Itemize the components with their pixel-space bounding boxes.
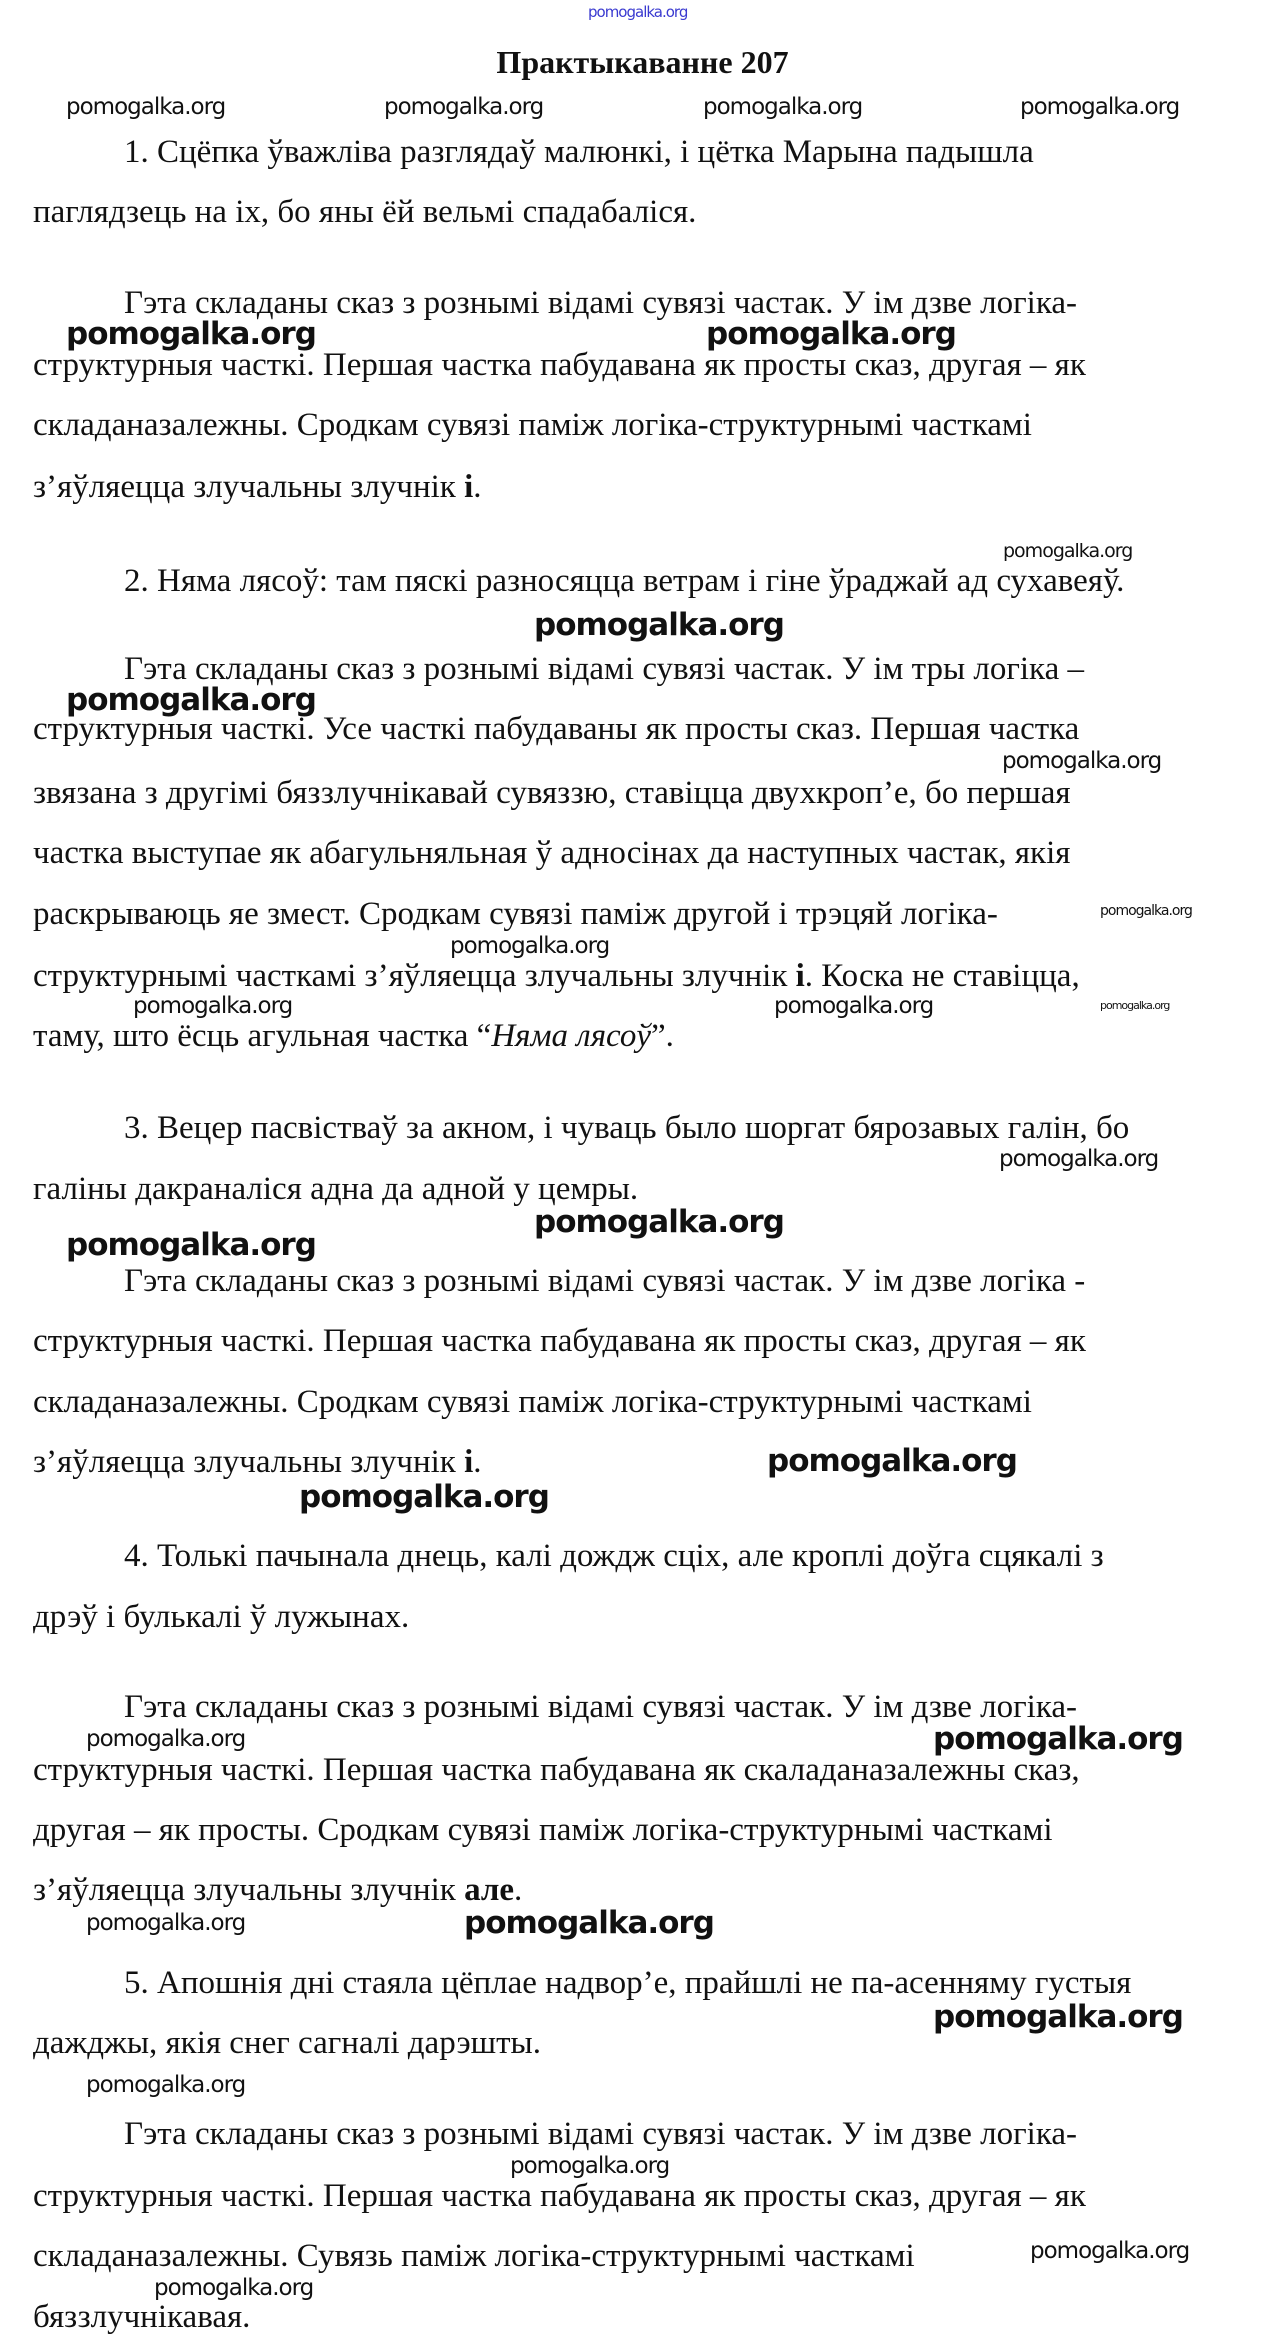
watermark: pomogalka.org [86, 2072, 246, 2098]
analysis-2-line: звязана з другімі бяззлучнікавай сувяззю, ставіцца двухкроп’е, бо першая [33, 775, 1071, 811]
watermark: pomogalka.org [1020, 94, 1180, 120]
quote: Няма лясоў [491, 1018, 652, 1054]
watermark: pomogalka.org [66, 316, 316, 352]
conjunction: і [464, 1444, 474, 1480]
watermark-top: pomogalka.org [588, 3, 688, 21]
text: з’яўляецца злучальны злучнік [33, 469, 465, 505]
watermark: pomogalka.org [86, 1726, 246, 1752]
watermark: pomogalka.org [450, 933, 610, 959]
sentence-4-line: 4. Толькі пачынала днець, калі дождж сціх, але кроплі доўга сцякалі з [124, 1538, 1104, 1574]
analysis-2-line: структурныя часткі. Усе часткі пабудаваны як просты сказ. Першая частка [33, 711, 1080, 747]
watermark: pomogalka.org [1002, 748, 1162, 774]
analysis-1-line: Гэта складаны сказ з рознымі відамі сувязі частак. У ім дзве логіка- [124, 285, 1077, 321]
watermark: pomogalka.org [1100, 903, 1192, 919]
watermark: pomogalka.org [66, 1227, 316, 1263]
sentence-2-line: 2. Няма лясоў: там пяскі разносяцца ветрам і гіне ўраджай ад сухавеяў. [124, 563, 1125, 599]
analysis-2-line [33, 1020, 674, 1053]
text: . [473, 469, 482, 505]
analysis-4-line: структурныя часткі. Першая частка пабудавана як скаладаназалежны сказ, [33, 1752, 1080, 1788]
sentence-4-line: дрэў і булькалі ў лужынах. [33, 1599, 410, 1635]
watermark: pomogalka.org [464, 1905, 714, 1941]
text: ”. [651, 1018, 674, 1054]
analysis-2-line: частка выступае як абагульняльная ў адносінах да наступных частак, якія [33, 835, 1071, 871]
watermark: pomogalka.org [384, 94, 544, 120]
sentence-1-line: 1. Сцёпка ўважліва разглядаў малюнкі, і цётка Марына падышла [124, 134, 1034, 170]
analysis-5-line: складаназалежны. Сувязь паміж логіка-структурнымі часткамі [33, 2238, 915, 2274]
analysis-1-line [33, 471, 481, 504]
text: . Коска не ставіцца, [804, 958, 1080, 994]
watermark: pomogalka.org [86, 1910, 246, 1936]
analysis-4-line: другая – як просты. Сродкам сувязі паміж логіка-структурнымі часткамі [33, 1812, 1053, 1848]
watermark: pomogalka.org [534, 607, 784, 643]
text: таму, што ёсць агульная частка “ [33, 1018, 492, 1054]
analysis-5-line: бяззлучнікавая. [33, 2299, 251, 2335]
sentence-1-line: паглядзець на іх, бо яны ёй вельмі спадабаліся. [33, 194, 697, 230]
analysis-3-line: складаназалежны. Сродкам сувязі паміж логіка-структурнымі часткамі [33, 1384, 1032, 1420]
watermark: pomogalka.org [999, 1146, 1159, 1172]
page-title: Практыкаванне 207 [496, 44, 789, 80]
watermark: pomogalka.org [133, 993, 293, 1019]
sentence-3-line: 3. Вецер пасвістваў за акном, і чуваць было шоргат бярозавых галін, бо [124, 1110, 1130, 1146]
analysis-2-line: Гэта складаны сказ з рознымі відамі сувязі частак. У ім тры логіка – [124, 651, 1084, 687]
watermark: pomogalka.org [933, 1999, 1183, 2035]
analysis-1-line: структурныя часткі. Першая частка пабудавана як просты сказ, другая – як [33, 347, 1086, 383]
analysis-2-line [33, 960, 1080, 993]
sentence-3-line: галіны дакраналіся адна да адной у цемры. [33, 1171, 639, 1207]
analysis-3-line [33, 1446, 481, 1479]
analysis-1-line: складаназалежны. Сродкам сувязі паміж логіка-структурнымі часткамі [33, 407, 1032, 443]
watermark: pomogalka.org [774, 993, 934, 1019]
watermark: pomogalka.org [510, 2153, 670, 2179]
watermark: pomogalka.org [1100, 999, 1170, 1012]
text: . [473, 1444, 482, 1480]
conjunction: але [464, 1872, 515, 1908]
watermark: pomogalka.org [154, 2275, 314, 2301]
text: структурнымі часткамі з’яўляецца злучальны злучнік [33, 958, 796, 994]
watermark: pomogalka.org [1003, 540, 1133, 562]
watermark: pomogalka.org [706, 316, 956, 352]
conjunction: і [464, 469, 474, 505]
watermark: pomogalka.org [703, 94, 863, 120]
analysis-5-line: Гэта складаны сказ з рознымі відамі сувязі частак. У ім дзве логіка- [124, 2116, 1077, 2152]
analysis-3-line: структурныя часткі. Першая частка пабудавана як просты сказ, другая – як [33, 1323, 1086, 1359]
conjunction: і [795, 958, 805, 994]
text: з’яўляецца злучальны злучнік [33, 1872, 465, 1908]
sentence-5-line: дажджы, якія снег сагналі дарэшты. [33, 2025, 541, 2061]
watermark: pomogalka.org [299, 1479, 549, 1515]
watermark: pomogalka.org [534, 1204, 784, 1240]
analysis-3-line: Гэта складаны сказ з рознымі відамі сувязі частак. У ім дзве логіка - [124, 1263, 1086, 1299]
watermark: pomogalka.org [66, 682, 316, 718]
analysis-2-line: раскрываюць яе змест. Сродкам сувязі паміж другой і трэцяй логіка- [33, 896, 998, 932]
analysis-4-line [33, 1874, 522, 1907]
watermark: pomogalka.org [66, 94, 226, 120]
sentence-5-line: 5. Апошнія дні стаяла цёплае надвор’е, прайшлі не па-асенняму густыя [124, 1965, 1132, 2001]
analysis-4-line: Гэта складаны сказ з рознымі відамі сувязі частак. У ім дзве логіка- [124, 1689, 1077, 1725]
text: з’яўляецца злучальны злучнік [33, 1444, 465, 1480]
watermark: pomogalka.org [1030, 2238, 1190, 2264]
text: . [514, 1872, 523, 1908]
analysis-5-line: структурныя часткі. Першая частка пабудавана як просты сказ, другая – як [33, 2178, 1086, 2214]
watermark: pomogalka.org [933, 1721, 1183, 1757]
watermark: pomogalka.org [767, 1443, 1017, 1479]
